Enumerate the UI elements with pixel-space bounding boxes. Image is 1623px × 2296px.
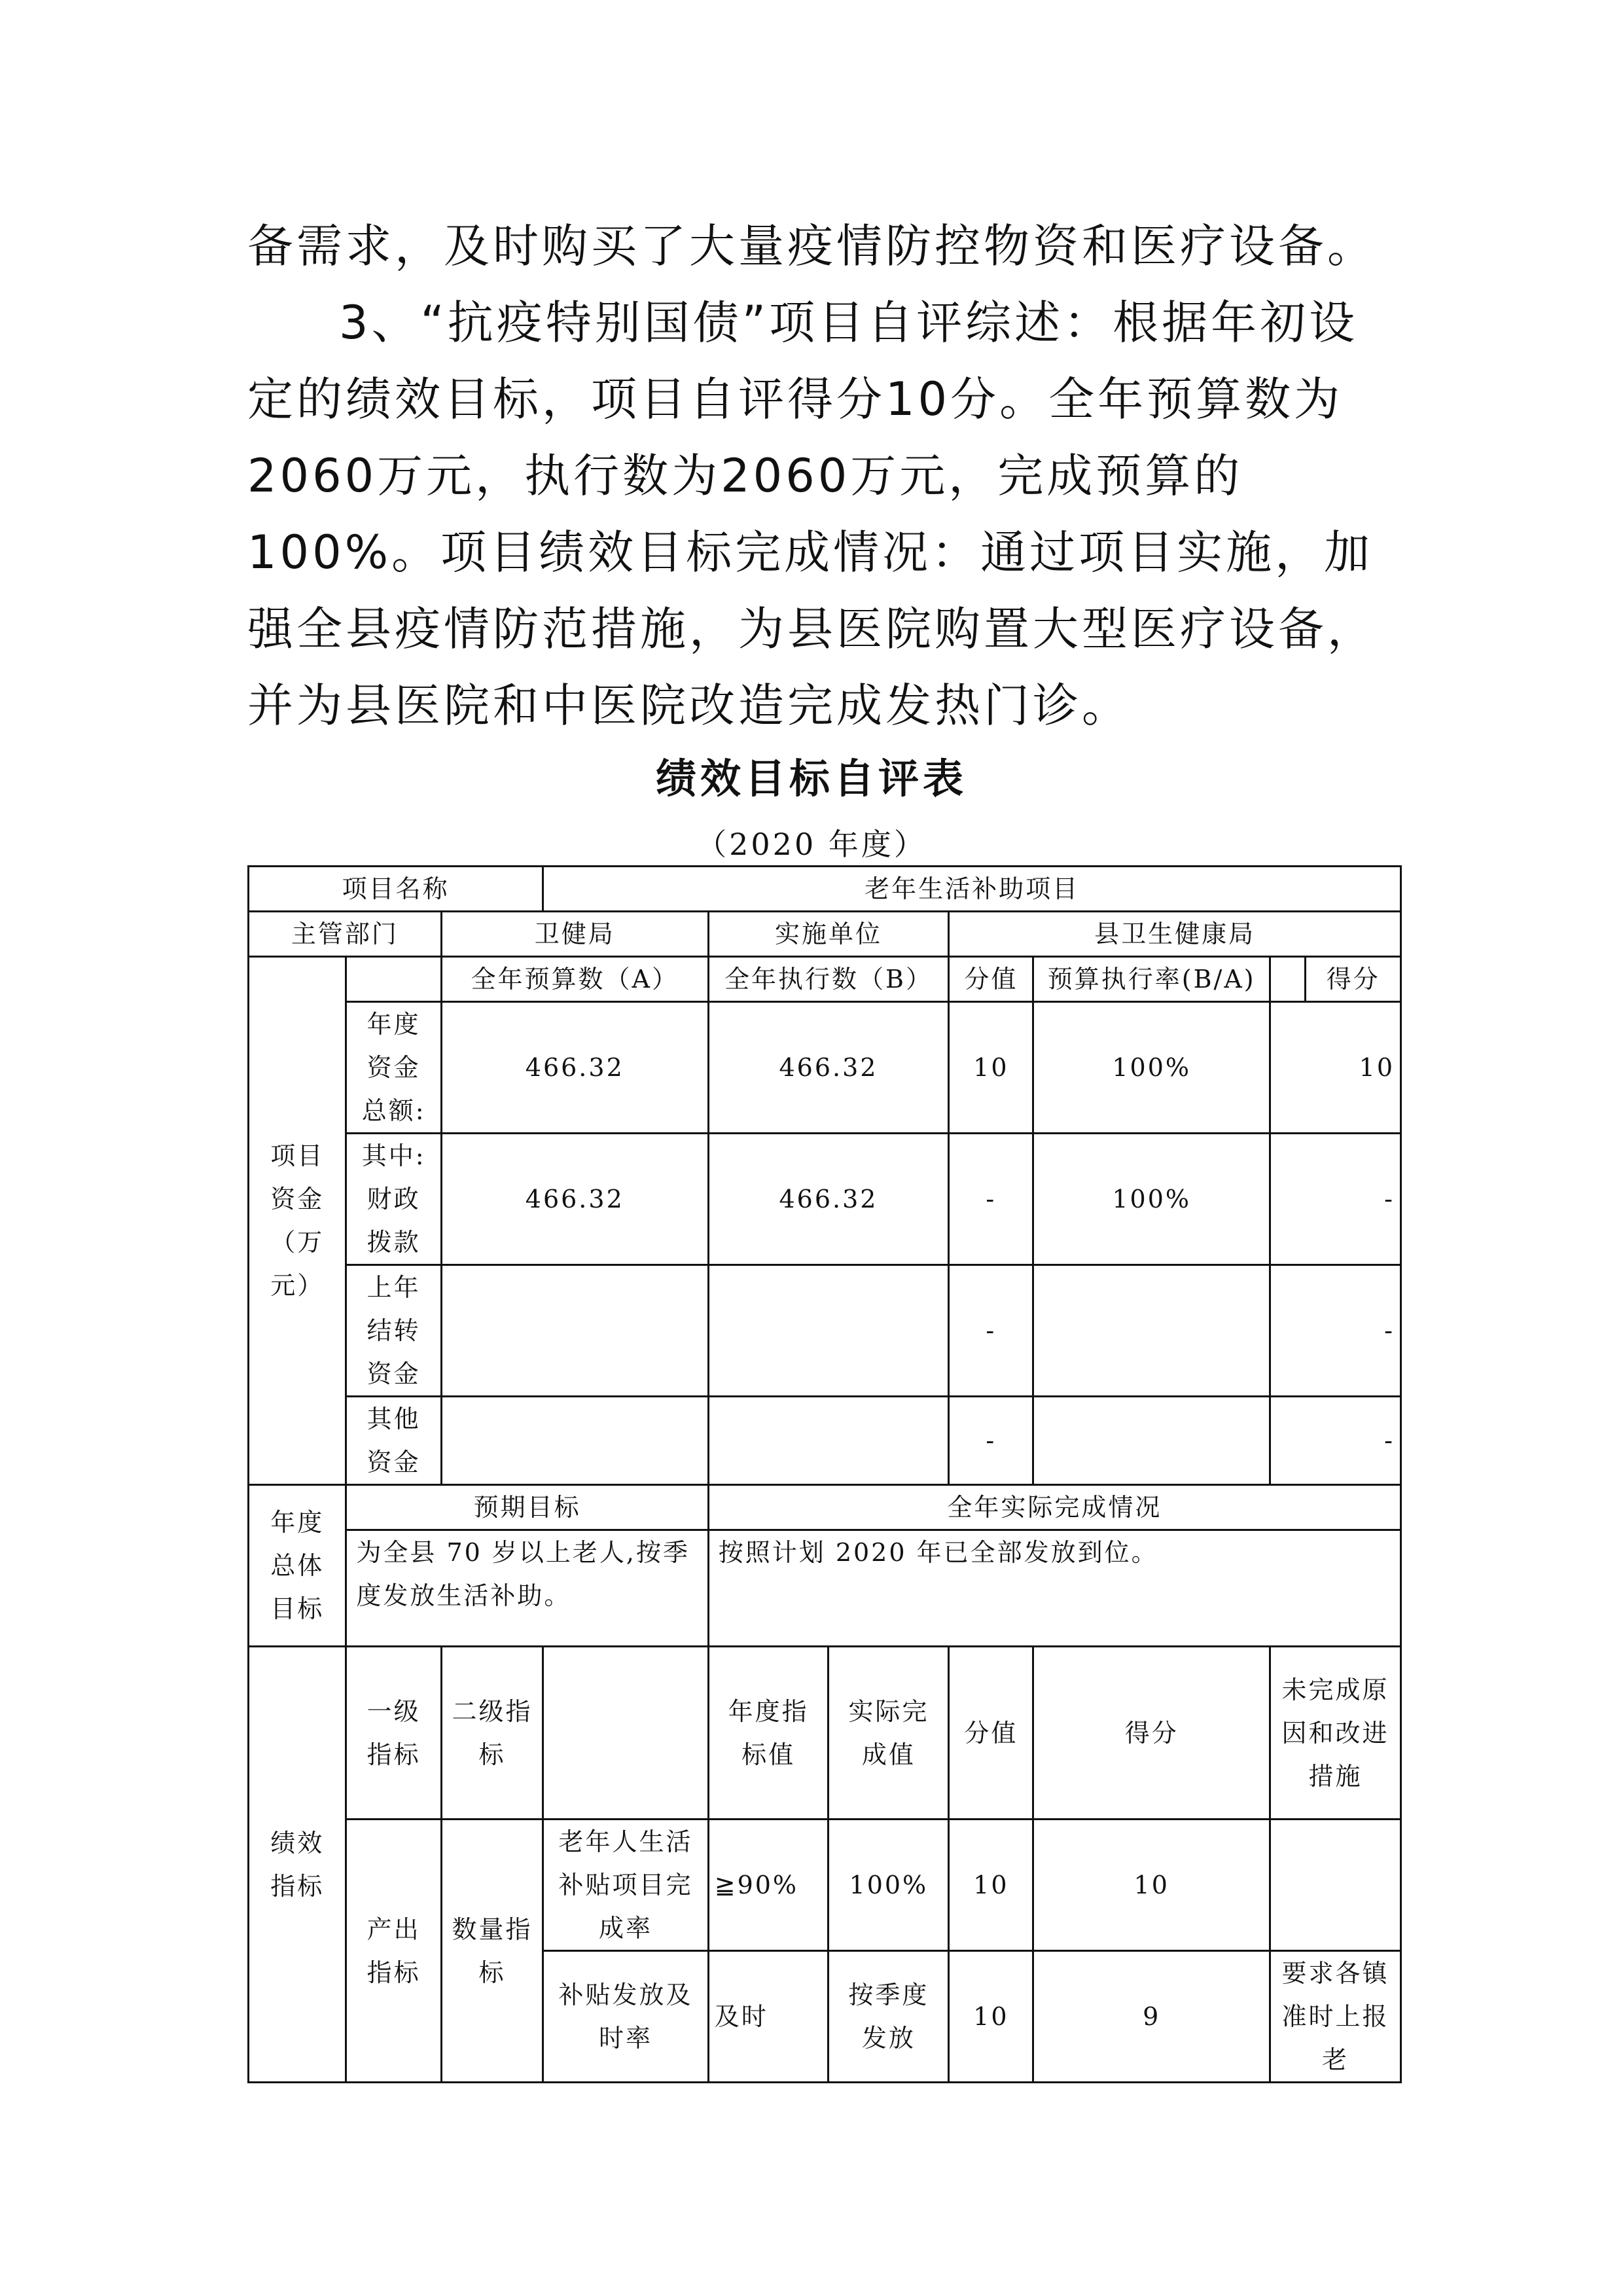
- funds-label: 项目资金（万元）: [249, 957, 346, 1485]
- value-cell: -: [949, 1134, 1033, 1265]
- value-cell: 10: [949, 1002, 1033, 1134]
- perf-col-level2: 二级指标: [441, 1647, 543, 1820]
- perf-level3: 补贴发放及时率: [543, 1951, 708, 2083]
- perf-value: 10: [949, 1951, 1033, 2083]
- goal-header-row: [249, 1485, 1401, 1530]
- col-score: 得分: [1306, 957, 1401, 1002]
- row-label: 上年结转资金: [346, 1265, 441, 1397]
- perf-col-score: 得分: [1033, 1647, 1270, 1820]
- exec-cell: 466.32: [708, 1134, 949, 1265]
- goal-content-row: [249, 1530, 1401, 1647]
- col-exec: 全年执行数（B）: [708, 957, 949, 1002]
- score-cell: -: [1270, 1134, 1400, 1265]
- funds-row-finance: [249, 1134, 1401, 1265]
- perf-col-reason: 未完成原因和改进措施: [1270, 1647, 1400, 1820]
- score-cell: -: [1270, 1265, 1400, 1397]
- budget-cell: 466.32: [441, 1134, 708, 1265]
- rate-cell: [1033, 1265, 1270, 1397]
- funds-row-carryover: [249, 1265, 1401, 1397]
- perf-level3: 老年人生活补贴项目完成率: [543, 1820, 708, 1951]
- budget-cell: [441, 1397, 708, 1485]
- row-label: 其他资金: [346, 1397, 441, 1485]
- perf-col-actual: 实际完成值: [829, 1647, 949, 1820]
- col-budget: 全年预算数（A）: [441, 957, 708, 1002]
- body-paragraph-2: 3、“抗疫特别国债”项目自评综述：根据年初设定的绩效目标，项目自评得分10分。全年预算数为2060万元，执行数为2060万元，完成预算的100%。项目绩效目标完成情况：通过项目实施，加强全县疫情防范措施，为县医院购置大型医疗设备，并为县医院和中医院改造完成发热门诊。: [247, 296, 1376, 732]
- project-name-value: 老年生活补助项目: [543, 867, 1401, 912]
- dept-label: 主管部门: [249, 912, 442, 957]
- funds-blank-cell: [346, 957, 441, 1002]
- budget-cell: [441, 1265, 708, 1397]
- perf-col-level1: 一级指标: [346, 1647, 441, 1820]
- exec-cell: 466.32: [708, 1002, 949, 1134]
- perf-level2: 数量指标: [441, 1820, 543, 2083]
- body-paragraph-1: 备需求，及时购买了大量疫情防控物资和医疗设备。: [247, 219, 1376, 273]
- exec-cell: [708, 1397, 949, 1485]
- expected-label: 预期目标: [346, 1485, 708, 1530]
- actual-label: 全年实际完成情况: [708, 1485, 1400, 1530]
- actual-text: 按照计划 2020 年已全部发放到位。: [708, 1530, 1400, 1647]
- goal-label: 年度总体目标: [249, 1485, 346, 1647]
- perf-col-target: 年度指标值: [708, 1647, 829, 1820]
- perf-value: 10: [949, 1820, 1033, 1951]
- perf-target: ≧90%: [708, 1820, 829, 1951]
- project-name-label: 项目名称: [249, 867, 543, 912]
- expected-text: 为全县 70 岁以上老人,按季度发放生活补助。: [346, 1530, 708, 1647]
- value-cell: -: [949, 1265, 1033, 1397]
- perf-target: 及时: [708, 1951, 829, 2083]
- perf-col-level3: [543, 1647, 708, 1820]
- perf-row: [249, 1820, 1401, 1951]
- row-label: 年度资金总额:: [346, 1002, 441, 1134]
- impl-unit-label: 实施单位: [708, 912, 949, 957]
- perf-actual: 100%: [829, 1820, 949, 1951]
- table-subtitle: （2020 年度）: [696, 827, 927, 862]
- department-row: [249, 912, 1401, 957]
- perf-score: 10: [1033, 1820, 1270, 1951]
- value-cell: -: [949, 1397, 1033, 1485]
- perf-reason: [1270, 1820, 1400, 1951]
- table-title: 绩效目标自评表: [655, 755, 967, 802]
- score-cell: -: [1270, 1397, 1400, 1485]
- funds-row-annual: [249, 1002, 1401, 1134]
- col-score-value: 分值: [949, 957, 1033, 1002]
- funds-header-row: [249, 957, 1401, 1002]
- exec-cell: [708, 1265, 949, 1397]
- self-evaluation-table: [247, 865, 1402, 2083]
- perf-level1: 产出指标: [346, 1820, 441, 2083]
- funds-row-other: [249, 1397, 1401, 1485]
- rate-cell: 100%: [1033, 1002, 1270, 1134]
- rate-cell: [1033, 1397, 1270, 1485]
- perf-header-row: [249, 1647, 1401, 1820]
- perf-label: 绩效指标: [249, 1647, 346, 2083]
- row-label: 其中:财政拨款: [346, 1134, 441, 1265]
- score-cell: 10: [1270, 1002, 1400, 1134]
- col-rate: 预算执行率(B/A): [1033, 957, 1270, 1002]
- project-name-row: [249, 867, 1401, 912]
- col-blank: [1270, 957, 1306, 1002]
- rate-cell: 100%: [1033, 1134, 1270, 1265]
- impl-unit-value: 县卫生健康局: [949, 912, 1401, 957]
- perf-actual: 按季度发放: [829, 1951, 949, 2083]
- perf-score: 9: [1033, 1951, 1270, 2083]
- budget-cell: 466.32: [441, 1002, 708, 1134]
- dept-value: 卫健局: [441, 912, 708, 957]
- perf-reason: 要求各镇准时上报老: [1270, 1951, 1400, 2083]
- perf-col-value: 分值: [949, 1647, 1033, 1820]
